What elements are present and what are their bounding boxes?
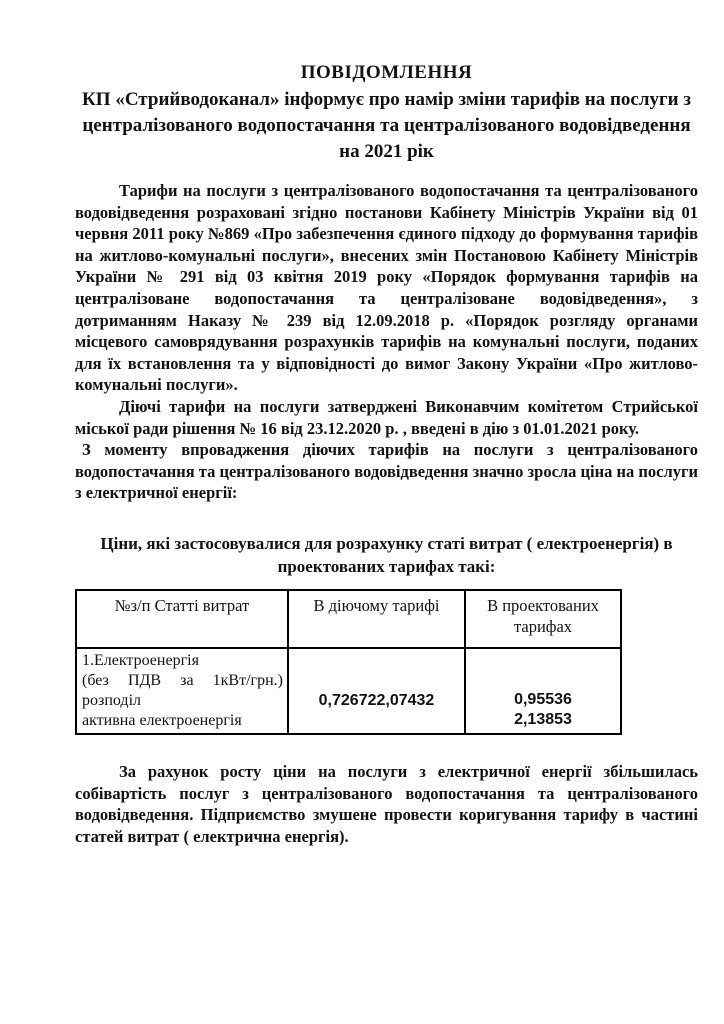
projected-tariff-value-1: 0,95536 [514,690,572,708]
body-text [75,180,698,504]
table-header-row [76,590,621,648]
document-title: ПОВІДОМЛЕННЯ [300,62,473,83]
tariff-table [75,589,622,735]
table-intro-heading: Ціни, які застосовувалися для розрахунку статі витрат ( електроенергія) в проектованих тарифах такі: [100,533,673,576]
closing-text [75,761,698,847]
expense-item-line-1: 1.Електроенергія [82,651,199,669]
table-row-electricity [76,648,621,734]
expense-item-line-3: розподіл [82,691,141,709]
document-subtitle: КП «Стрийводоканал» інформує про намір зміни тарифів на послуги з централізованого водопостачання та централізованого водовідведення на 2021 рік [82,89,691,162]
paragraph-current-tariffs: Діючі тарифи на послуги затверджені Виконавчим комітетом Стрийської міської ради рішення № 16 від 23.12.2020 р. , введені в дію з 01.01.2021 року. [75,396,698,438]
table-header-projected-tariffs: В проектованих тарифах [465,590,621,648]
cell-current-tariff-value: 0,726722,07432 [288,648,465,734]
title-block [75,60,698,165]
paragraph-price-growth: З моменту впровадження діючих тарифів на послуги з централізованого водопостачання та централізованого водовідведення значно зросла ціна на послуги з електричної енергії: [75,440,698,503]
paragraph-conclusion: За рахунок росту ціни на послуги з електричної енергії збільшилась собівартість послуг з централізованого водопостачання та централізованого водовідведення. Підприємство змушене провести коригування тарифу в частині статей витрат ( електрична енергія). [75,761,698,846]
expense-item-line-2: (без ПДВ за 1кВт/грн.) [82,671,283,689]
table-header-expense-items: №з/п Статті витрат [76,590,288,648]
paragraph-tariff-basis: Тарифи на послуги з централізованого водопостачання та централізованого водовідведення розраховані згідно постанови Кабінету Міністрів України від 01 червня 2011 року №869 «Про забезпечення єдиного підходу до формування тарифів на житлово-комунальні послуги», внесених змін Постановою Кабінету Міністрів України № 291 від 03 квітня 2019 року «Порядок формування тарифів на централізоване водопостачання та централізоване водовідведення», з дотриманням Наказу № 239 від 12.09.2018 р. «Порядок розгляду органами місцевого самоврядування розрахунків тарифів на комунальні послуги, поданих для їх встановлення та у відповідності до вимог Закону України «Про житлово-комунальні послуги». [75,181,698,395]
cell-projected-tariff-values [465,648,621,734]
cell-expense-item [76,648,288,734]
expense-item-line-4: активна електроенергія [82,711,242,729]
projected-tariff-value-2: 2,13853 [514,710,572,728]
table-header-current-tariff: В діючому тарифі [288,590,465,648]
